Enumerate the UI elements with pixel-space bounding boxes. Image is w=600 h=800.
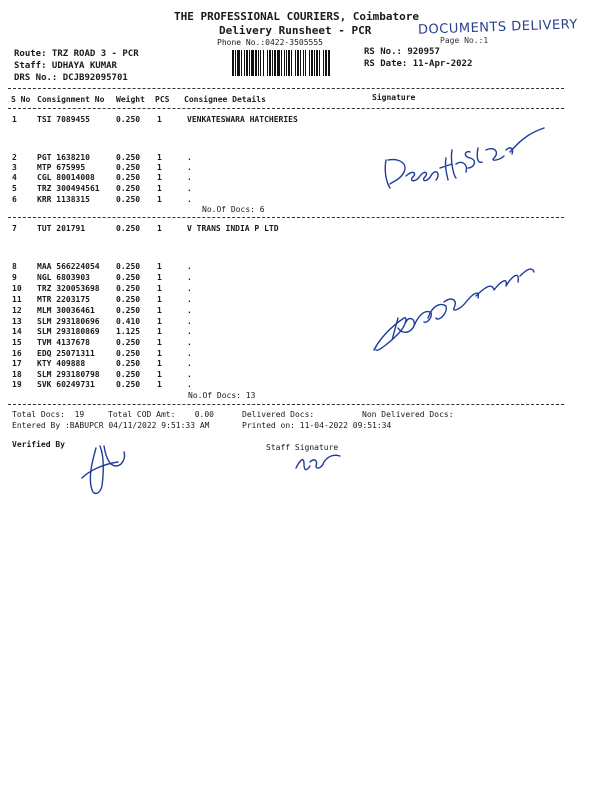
consignment-no: KRR 1138315 — [37, 195, 90, 204]
col-consignment: Consignment No — [37, 95, 105, 104]
consignment-no: MTR 2203175 — [37, 295, 90, 304]
col-sno: S No — [11, 95, 31, 104]
consignee-details: . — [187, 295, 192, 304]
weight: 0.250 — [116, 273, 141, 282]
weight: 0.250 — [116, 115, 141, 124]
phone-number: Phone No.:0422-3505555 — [217, 38, 323, 47]
sno: 16 — [12, 349, 22, 358]
pcs: 1 — [157, 327, 162, 336]
sno: 8 — [12, 262, 17, 271]
sno: 3 — [12, 163, 17, 172]
consignee-details: . — [187, 338, 192, 347]
pcs: 1 — [157, 153, 162, 162]
consignee-details: . — [187, 349, 192, 358]
sno: 5 — [12, 184, 17, 193]
page-number: Page No.:1 — [440, 36, 489, 45]
drs-number: DRS No.: DCJB92095701 — [14, 73, 128, 83]
group1-docs-count: No.Of Docs: 6 — [202, 205, 265, 214]
sno: 10 — [12, 284, 22, 293]
total-docs: Total Docs: 19 — [12, 410, 85, 419]
documents-delivery-stamp: DOCUMENTS DELIVERY — [417, 17, 579, 38]
pcs: 1 — [157, 284, 162, 293]
printed-on: Printed on: 11-04-2022 09:51:34 — [242, 421, 392, 430]
sno: 2 — [12, 153, 17, 162]
pcs: 1 — [157, 224, 162, 233]
sno: 9 — [12, 273, 17, 282]
rs-date: RS Date: 11-Apr-2022 — [364, 59, 473, 69]
consignee-details: . — [187, 163, 192, 172]
consignee-details: . — [187, 370, 192, 379]
consignment-no: MTP 675995 — [37, 163, 86, 172]
company-name: THE PROFESSIONAL COURIERS, Coimbatore — [174, 10, 420, 23]
sno: 17 — [12, 359, 22, 368]
weight: 0.250 — [116, 380, 141, 389]
pcs: 1 — [157, 184, 162, 193]
weight: 0.250 — [116, 370, 141, 379]
sno: 18 — [12, 370, 22, 379]
sno: 1 — [12, 115, 17, 124]
consignee-details: V TRANS INDIA P LTD — [187, 224, 279, 233]
pcs: 1 — [157, 295, 162, 304]
consignment-no: EDQ 25071311 — [37, 349, 95, 358]
weight: 0.250 — [116, 195, 141, 204]
sno: 7 — [12, 224, 17, 233]
weight: 0.250 — [116, 295, 141, 304]
verified-by: Verified By — [12, 440, 65, 449]
weight: 0.250 — [116, 153, 141, 162]
sno: 14 — [12, 327, 22, 336]
delivered-docs: Delivered Docs: — [242, 410, 315, 419]
consignment-no: NGL 6803903 — [37, 273, 90, 282]
consignee-details: . — [187, 306, 192, 315]
sno: 11 — [12, 295, 22, 304]
weight: 0.250 — [116, 262, 141, 271]
consignee-details: . — [187, 317, 192, 326]
pcs: 1 — [157, 306, 162, 315]
consignment-no: TRZ 320053698 — [37, 284, 100, 293]
weight: 0.250 — [116, 163, 141, 172]
non-delivered-docs: Non Delivered Docs: — [362, 410, 454, 419]
weight: 0.250 — [116, 184, 141, 193]
col-weight: Weight — [116, 95, 145, 104]
signature-mark — [385, 128, 544, 188]
route: Route: TRZ ROAD 3 - PCR — [14, 49, 139, 59]
consignment-no: TUT 201791 — [37, 224, 86, 233]
pcs: 1 — [157, 349, 162, 358]
weight: 0.250 — [116, 224, 141, 233]
consignment-no: MAA 566224054 — [37, 262, 100, 271]
consignee-details: . — [187, 284, 192, 293]
consignment-no: SLM 293180696 — [37, 317, 100, 326]
staff-signature-label: Staff Signature — [266, 443, 339, 452]
consignment-no: PGT 1638210 — [37, 153, 90, 162]
col-consignee: Consignee Details — [184, 95, 266, 104]
signature-mark — [374, 269, 534, 350]
sno: 4 — [12, 173, 17, 182]
weight: 0.250 — [116, 306, 141, 315]
pcs: 1 — [157, 359, 162, 368]
document-title: Delivery Runsheet - PCR — [219, 24, 372, 37]
consignment-no: CGL 80014008 — [37, 173, 95, 182]
pcs: 1 — [157, 163, 162, 172]
rs-number: RS No.: 920957 — [364, 47, 440, 57]
total-cod: Total COD Amt: 0.00 — [108, 410, 214, 419]
pcs: 1 — [157, 380, 162, 389]
weight: 0.250 — [116, 338, 141, 347]
pcs: 1 — [157, 317, 162, 326]
signature-mark — [296, 455, 340, 469]
consignee-details: . — [187, 184, 192, 193]
staff-name: Staff: UDHAYA KUMAR — [14, 61, 117, 71]
consignee-details: VENKATESWARA HATCHERIES — [187, 115, 298, 124]
pcs: 1 — [157, 115, 162, 124]
consignee-details: . — [187, 173, 192, 182]
consignee-details: . — [187, 273, 192, 282]
col-signature: Signature — [372, 93, 416, 102]
consignment-no: TSI 7089455 — [37, 115, 90, 124]
weight: 0.250 — [116, 173, 141, 182]
sno: 13 — [12, 317, 22, 326]
sno: 12 — [12, 306, 22, 315]
consignment-no: SLM 293180869 — [37, 327, 100, 336]
consignee-details: . — [187, 359, 192, 368]
pcs: 1 — [157, 370, 162, 379]
sno: 15 — [12, 338, 22, 347]
group2-docs-count: No.Of Docs: 13 — [188, 391, 256, 400]
weight: 0.250 — [116, 284, 141, 293]
sno: 19 — [12, 380, 22, 389]
pcs: 1 — [157, 262, 162, 271]
pcs: 1 — [157, 173, 162, 182]
entered-by: Entered By :BABUPCR 04/11/2022 9:51:33 AM — [12, 421, 210, 430]
weight: 0.250 — [116, 359, 141, 368]
consignment-no: SVK 60249731 — [37, 380, 95, 389]
consignee-details: . — [187, 262, 192, 271]
consignment-no: SLM 293180798 — [37, 370, 100, 379]
consignee-details: . — [187, 195, 192, 204]
consignment-no: TRZ 300494561 — [37, 184, 100, 193]
weight: 0.250 — [116, 349, 141, 358]
weight: 1.125 — [116, 327, 141, 336]
consignee-details: . — [187, 327, 192, 336]
col-pcs: PCS — [155, 95, 170, 104]
pcs: 1 — [157, 338, 162, 347]
consignee-details: . — [187, 153, 192, 162]
pcs: 1 — [157, 273, 162, 282]
consignment-no: TVM 4137678 — [37, 338, 90, 347]
consignee-details: . — [187, 380, 192, 389]
pcs: 1 — [157, 195, 162, 204]
consignment-no: KTY 409888 — [37, 359, 86, 368]
signature-mark — [82, 446, 125, 493]
consignment-no: MLM 30036461 — [37, 306, 95, 315]
sno: 6 — [12, 195, 17, 204]
weight: 0.410 — [116, 317, 141, 326]
